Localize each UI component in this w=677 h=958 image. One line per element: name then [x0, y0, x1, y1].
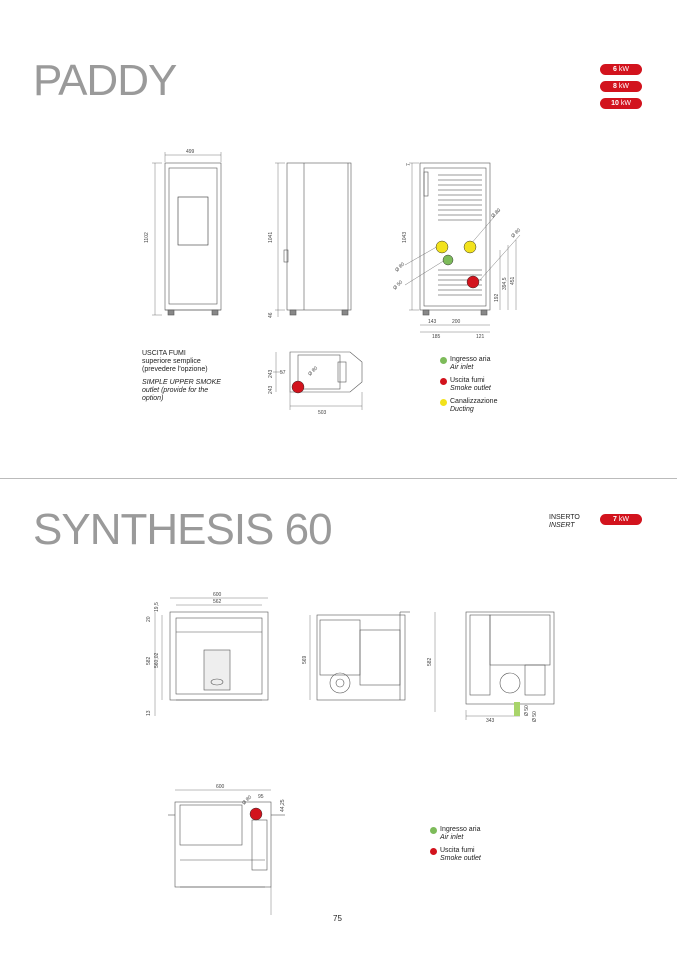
dim-paddy-top-width: 503: [318, 410, 327, 416]
paddy-front-view: [152, 152, 221, 315]
page-number: 75: [333, 914, 342, 923]
dim-paddy-w4: 121: [476, 334, 485, 340]
dim-syn-top2: 20: [146, 616, 152, 622]
dim-syn-h1: 582: [146, 656, 152, 665]
red-dot-icon: [440, 378, 447, 385]
paddy-top-view: [273, 352, 362, 410]
dim-syn-back-w: 343: [486, 718, 495, 724]
power-badge-8kw: 8 kW: [600, 81, 642, 92]
synthesis-front-view: [155, 598, 268, 716]
paddy-smoke-note: USCITA FUMI superiore semplice (prevedere l'opzione) SIMPLE UPPER SMOKE outlet (provide for the option): [142, 350, 221, 402]
yellow-dot-icon: [440, 399, 447, 406]
dim-paddy-top-d3: 57: [280, 370, 286, 376]
paddy-side-view: [275, 163, 351, 317]
dim-paddy-h3: 451: [510, 276, 516, 285]
green-dot-icon: [440, 357, 447, 364]
legend-item-ducting: Canalizzazione Ducting: [440, 398, 497, 414]
dim-paddy-back-height: 1043: [402, 231, 408, 243]
dim-paddy-h1: 192: [494, 293, 500, 302]
dim-paddy-w3: 185: [432, 334, 441, 340]
dim-paddy-w2: 200: [452, 319, 461, 325]
dim-syn-side-h1: 569: [302, 655, 308, 664]
power-badge-10kw: 10 kW: [600, 98, 642, 109]
dim-syn-w1: 600: [213, 592, 222, 598]
red-dot-icon: [430, 848, 437, 855]
dim-syn-top-d2: Ø 80: [241, 794, 254, 807]
synthesis-markers: [250, 702, 520, 820]
synthesis-back-view: [466, 612, 554, 720]
dim-paddy-w1: 143: [428, 319, 437, 325]
paddy-legend: [440, 356, 497, 419]
synthesis-legend: [430, 826, 481, 868]
power-badge-6kw: 6 kW: [600, 64, 642, 75]
synthesis-top-view: [168, 790, 285, 915]
dim-syn-top-w: 600: [216, 784, 225, 790]
dim-paddy-side-height: 1041: [268, 231, 274, 243]
dim-syn-back-d2: Ø 50: [532, 711, 538, 722]
legend-item-air-inlet: Ingresso aria Air inlet: [430, 826, 481, 842]
dim-paddy-foot: 46: [268, 312, 274, 318]
dim-paddy-d1: Ø 80: [490, 207, 503, 220]
legend-item-air-inlet: Ingresso aria Air inlet: [440, 356, 497, 372]
dim-paddy-d3: Ø 80: [394, 261, 407, 274]
dim-paddy-height: 1102: [144, 232, 150, 243]
power-badge-7kw: 7 kW: [600, 514, 642, 525]
dim-paddy-back-top: 7: [406, 163, 412, 166]
legend-item-smoke-outlet: Uscita fumi Smoke outlet: [440, 377, 497, 393]
dim-syn-back-d1: Ø 50: [524, 705, 530, 716]
dim-syn-h2: 560,02: [154, 652, 160, 668]
synthesis-side-view: [310, 612, 435, 712]
dim-paddy-top-d2: 243: [268, 385, 274, 394]
dim-paddy-top-d1: 243: [268, 369, 274, 378]
synthesis-title: SYNTHESIS 60: [33, 505, 332, 554]
paddy-title: PADDY: [33, 56, 177, 105]
dim-syn-top-d1: 95: [258, 794, 264, 800]
dim-syn-side-h2: 582: [427, 657, 433, 666]
insert-label: INSERTO INSERT: [549, 514, 580, 529]
dim-paddy-d2: Ø 80: [510, 227, 523, 240]
dim-paddy-top-flue: Ø 80: [307, 365, 320, 378]
dim-syn-bottom: 13: [146, 710, 152, 716]
dim-paddy-d4: Ø 50: [392, 279, 405, 292]
dim-syn-w2: 562: [213, 599, 222, 605]
legend-item-smoke-outlet: Uscita fumi Smoke outlet: [430, 847, 481, 863]
dim-syn-top-d3: 44,25: [280, 799, 286, 812]
green-dot-icon: [430, 827, 437, 834]
paddy-back-view: [405, 163, 523, 332]
dim-paddy-width: 499: [186, 149, 195, 155]
dim-syn-top1: 19,5: [154, 602, 160, 612]
dim-paddy-h2: 394,5: [502, 277, 508, 290]
